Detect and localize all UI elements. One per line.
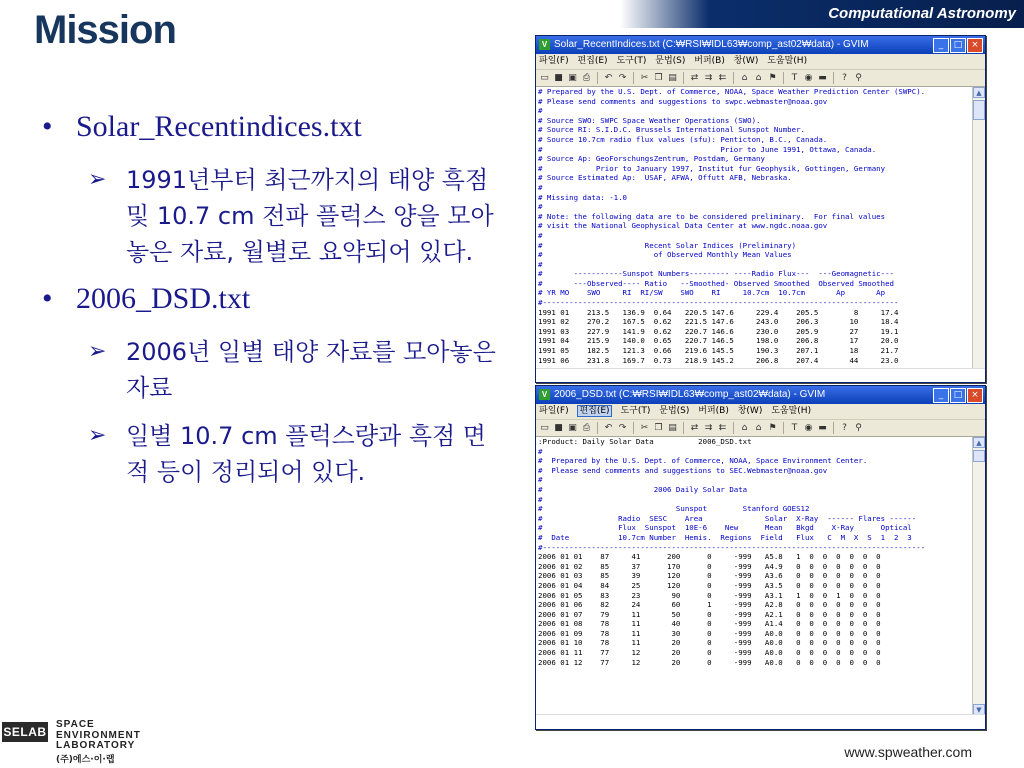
editor-line: # Prepared by the U.S. Dept. of Commerce, NOAA, Space Weather Prediction Center (SWPC).: [538, 87, 926, 96]
arrow-bullet-icon: ➢: [88, 167, 107, 192]
menu-tools[interactable]: 도구(T): [616, 56, 647, 66]
editor-line: # 2006 Daily Solar Data: [538, 484, 748, 494]
open-icon[interactable]: ▭: [540, 72, 549, 83]
editor-line: # Date 10.7cm Number Hemis. Regions Field Flux C M X S 1 2 3: [538, 532, 912, 542]
toolbar-separator: [783, 422, 784, 434]
find-prev-icon[interactable]: ⇇: [718, 422, 727, 433]
editor-line: # Source RI: S.I.D.C. Brussels International Sunspot Number.: [538, 125, 805, 135]
toolbar-separator: [833, 72, 834, 84]
selab-logo: [0, 716, 160, 768]
arrow-bullet-icon: ➢: [88, 423, 107, 448]
footer-url: www.spweather.com: [844, 744, 972, 760]
sub-bullet: [88, 162, 500, 270]
editor-line: # Prior to January 1997, Institut fur Geophysik, Gottingen, Germany: [538, 163, 886, 173]
toolbar-separator: [833, 422, 834, 434]
find-next-icon[interactable]: ⇉: [704, 72, 713, 83]
scroll-up-arrow-icon[interactable]: ▲: [973, 437, 985, 448]
editor-line: 2006 01 11 77 12 20 0 -999 A0.0 0 0 0 0 0 0 0: [538, 648, 881, 658]
editor-line: # Prepared by the U.S. Dept. of Commerce, NOAA, Space Environment Center.: [538, 456, 868, 466]
scroll-up-arrow-icon[interactable]: ▲: [973, 87, 985, 98]
sub-bullet: [88, 418, 500, 490]
editor-line: # Prior to June 1991, Ottawa, Canada.: [538, 144, 877, 154]
editor-line: 2006 01 10 78 11 20 0 -999 A0.0 0 0 0 0 0 0 0: [538, 638, 881, 648]
editor-line: #: [538, 494, 543, 504]
editor-lines: [536, 437, 985, 667]
editor-line: 2006 01 09 78 11 30 0 -999 A0.0 0 0 0 0 0 0 0: [538, 628, 881, 638]
editor-line: # YR MO SWO RI RI/SW SWO RI 10.7cm 10.7cm Ap Ap: [538, 288, 886, 298]
save-icon[interactable]: ■: [554, 422, 563, 433]
window-title: Solar_RecentIndices.txt (C:₩RSI₩IDL63₩comp_ast02₩data) - GVIM: [554, 39, 869, 50]
window-titlebar[interactable]: [536, 386, 985, 404]
menubar: [536, 54, 985, 70]
menu-window[interactable]: 창(W): [737, 406, 763, 416]
logo-badge: SELAB: [2, 722, 48, 742]
vertical-scrollbar[interactable]: [972, 87, 985, 369]
editor-line: #: [538, 106, 543, 116]
editor-line: # of Observed Monthly Mean Values: [538, 250, 792, 260]
minimize-button[interactable]: _: [933, 388, 949, 403]
save-icon[interactable]: ■: [554, 72, 563, 83]
editor-line: #--------------------------------------------------------------------------------: [538, 298, 899, 308]
cut-icon[interactable]: ✂: [640, 422, 649, 433]
toolbar-separator: [633, 72, 634, 84]
status-line: [536, 714, 985, 727]
replace-icon[interactable]: ⇄: [690, 72, 699, 83]
brand-text: Computational Astronomy: [828, 5, 1016, 22]
load-session-icon[interactable]: ⌂: [741, 422, 748, 433]
load-session-icon[interactable]: ⌂: [741, 72, 748, 83]
editor-line: # Source SWO: SWPC Space Weather Operations (SWO).: [538, 115, 761, 125]
run-script-icon[interactable]: ⚑: [768, 72, 777, 83]
save-session-icon[interactable]: ⌂: [755, 72, 762, 83]
undo-icon[interactable]: ↶: [604, 422, 613, 433]
editor-line: #: [538, 259, 543, 269]
toolbar: [536, 70, 985, 87]
editor-line: # Please send comments and suggestions to SEC.Webmaster@noaa.gov: [538, 465, 828, 475]
run-script-icon[interactable]: ⚑: [768, 422, 777, 433]
editor-line: # Missing data: -1.0: [538, 192, 627, 202]
editor-line: 2006 01 05 83 23 90 0 -999 A3.1 1 0 0 1 0 0 0: [538, 590, 881, 600]
editor-line: #: [538, 182, 543, 192]
editor-text-area[interactable]: [536, 437, 985, 727]
help-icon[interactable]: ?: [842, 72, 847, 83]
editor-line: # Sunspot Stanford GOES12: [538, 504, 810, 514]
logo-line: ENVIRONMENT: [56, 729, 141, 741]
menu-syntax[interactable]: 문법(S): [659, 406, 690, 416]
tag-jump-icon[interactable]: ▬: [818, 72, 827, 83]
editor-line: 1991 02 270.2 167.5 0.62 221.5 147.6 243.0 206.3 10 18.4: [538, 317, 899, 327]
window-controls: [933, 38, 983, 53]
sub-bullet-text: 1991년부터 최근까지의 태양 흑점 및 10.7 cm 전파 플럭스 양을 모아놓은 자료, 월별로 요약되어 있다.: [126, 166, 494, 266]
editor-text-area[interactable]: [536, 87, 985, 381]
editor-line: 1991 06 231.8 169.7 0.73 218.9 145.2 206.8 207.4 44 23.0: [538, 355, 899, 365]
editor-line: #--------------------------------------------------------------------------------------: [538, 542, 926, 552]
editor-line: 1991 01 213.5 136.9 0.64 220.5 147.6 229.4 205.5 8 17.4: [538, 307, 899, 317]
bullet-label: Solar_Recentindices.txt: [76, 110, 362, 143]
menu-window[interactable]: 창(W): [733, 56, 759, 66]
editor-line: #: [538, 446, 543, 456]
editor-line: # ---Observed---- Ratio --Smoothed- Observed Smoothed Observed Smoothed: [538, 278, 894, 288]
bullet-dot: •: [42, 282, 53, 315]
editor-line: #: [538, 475, 543, 485]
logo-korean: (주)에스·이·랩: [56, 755, 115, 765]
editor-line: 2006 01 03 85 39 120 0 -999 A3.6 0 0 0 0 0 0 0: [538, 571, 881, 581]
help-icon[interactable]: ?: [842, 422, 847, 433]
editor-line: 1991 04 215.9 140.0 0.65 220.7 146.5 198.0 206.8 17 20.0: [538, 336, 899, 346]
copy-icon[interactable]: ❐: [654, 72, 663, 83]
window-controls: [933, 388, 983, 403]
bullet-item: [40, 282, 500, 316]
logo-line: LABORATORY: [56, 740, 136, 751]
editor-line: 2006 01 02 85 37 170 0 -999 A4.9 0 0 0 0 0 0 0: [538, 561, 881, 571]
save-all-icon[interactable]: ▣: [568, 422, 577, 433]
toolbar-separator: [683, 72, 684, 84]
make-icon[interactable]: T: [791, 422, 798, 433]
vim-icon: V: [539, 39, 550, 50]
toolbar-separator: [597, 72, 598, 84]
redo-icon[interactable]: ↷: [618, 72, 627, 83]
maximize-button[interactable]: □: [950, 38, 966, 53]
toolbar-separator: [597, 422, 598, 434]
scroll-thumb[interactable]: [973, 100, 985, 120]
minimize-button[interactable]: _: [933, 38, 949, 53]
redo-icon[interactable]: ↷: [618, 422, 627, 433]
save-all-icon[interactable]: ▣: [568, 72, 577, 83]
close-button[interactable]: ×: [967, 388, 983, 403]
bullet-dot: •: [42, 110, 53, 143]
brand-bar: [620, 0, 1024, 28]
logo-line: SPACE: [56, 719, 95, 730]
editor-line: # Radio SESC Area Solar X-Ray ------ Flares ------: [538, 513, 917, 523]
maximize-button[interactable]: □: [950, 388, 966, 403]
save-session-icon[interactable]: ⌂: [755, 422, 762, 433]
editor-line: 2006 01 07 79 11 50 0 -999 A2.1 0 0 0 0 0 0 0: [538, 609, 881, 619]
print-icon[interactable]: ⎙: [582, 72, 591, 83]
cut-icon[interactable]: ✂: [640, 72, 649, 83]
editor-line: 2006 01 01 87 41 200 0 -999 A5.8 1 0 0 0 0 0 0: [538, 552, 881, 562]
paste-icon[interactable]: ▤: [668, 422, 677, 433]
toolbar-separator: [783, 72, 784, 84]
menu-tools[interactable]: 도구(T): [620, 406, 651, 416]
bullet-list: [40, 110, 500, 502]
find-help-icon[interactable]: ⚲: [855, 422, 862, 433]
print-icon[interactable]: ⎙: [582, 422, 591, 433]
editor-line: #: [538, 230, 543, 240]
toolbar-separator: [633, 422, 634, 434]
editor-line: #: [538, 202, 543, 212]
close-button[interactable]: ×: [967, 38, 983, 53]
gvim-window-dsd: [535, 385, 986, 730]
editor-line: 1991 05 182.5 121.3 0.66 219.6 145.5 190.3 207.1 18 21.7: [538, 346, 899, 356]
undo-icon[interactable]: ↶: [604, 72, 613, 83]
editor-line: # Source 10.7cm radio flux values (sfu): Penticton, B.C., Canada.: [538, 134, 828, 144]
menu-help[interactable]: 도움말(H): [767, 56, 808, 66]
menu-help[interactable]: 도움말(H): [771, 406, 812, 416]
menubar: [536, 404, 985, 420]
menu-buffers[interactable]: 버퍼(B): [698, 406, 729, 416]
editor-line: # Recent Solar Indices (Preliminary): [538, 240, 797, 250]
toolbar-separator: [733, 422, 734, 434]
vim-icon: V: [539, 389, 550, 400]
sub-bullet-text: 일별 10.7 cm 플럭스량과 흑점 면적 등이 정리되어 있다.: [126, 422, 486, 486]
editor-line: 2006 01 06 82 24 60 1 -999 A2.8 0 0 0 0 0 0 0: [538, 600, 881, 610]
find-next-icon[interactable]: ⇉: [704, 422, 713, 433]
editor-line: 2006 01 08 78 11 40 0 -999 A1.4 0 0 0 0 0 0 0: [538, 619, 881, 629]
menu-syntax[interactable]: 문법(S): [655, 56, 686, 66]
shell-icon[interactable]: ◉: [804, 422, 813, 433]
editor-line: 2006 01 12 77 12 20 0 -999 A0.0 0 0 0 0 0 0 0: [538, 657, 881, 667]
menu-edit[interactable]: 편집(E): [579, 406, 610, 416]
scroll-thumb[interactable]: [973, 450, 985, 462]
menu-file[interactable]: 파일(F): [539, 406, 569, 416]
vertical-scrollbar[interactable]: [972, 437, 985, 715]
editor-line: # Source Ap: GeoForschungsZentrum, Postdam, Germany: [538, 154, 765, 164]
status-line: [536, 368, 985, 381]
sub-bullet: [88, 334, 500, 406]
window-titlebar[interactable]: [536, 36, 985, 54]
menu-buffers[interactable]: 버퍼(B): [694, 56, 725, 66]
editor-line: 2006 01 04 84 25 120 0 -999 A3.5 0 0 0 0 0 0 0: [538, 580, 881, 590]
toolbar: [536, 420, 985, 437]
make-icon[interactable]: T: [791, 72, 798, 83]
editor-lines: [536, 87, 985, 365]
toolbar-separator: [683, 422, 684, 434]
bullet-item: [40, 110, 500, 144]
copy-icon[interactable]: ❐: [654, 422, 663, 433]
arrow-bullet-icon: ➢: [88, 339, 107, 364]
tag-jump-icon[interactable]: ▬: [818, 422, 827, 433]
editor-line: :Product: Daily Solar Data 2006_DSD.txt: [538, 437, 752, 446]
open-icon[interactable]: ▭: [540, 422, 549, 433]
editor-line: # visit the National Geophysical Data Center at www.ngdc.noaa.gov: [538, 221, 828, 231]
gvim-window-recent-indices: [535, 35, 986, 383]
menu-edit[interactable]: 편집(E): [577, 56, 608, 66]
shell-icon[interactable]: ◉: [804, 72, 813, 83]
paste-icon[interactable]: ▤: [668, 72, 677, 83]
scroll-down-arrow-icon[interactable]: ▼: [973, 704, 985, 715]
sub-bullet-text: 2006년 일별 태양 자료를 모아놓은 자료: [126, 338, 496, 402]
window-title: 2006_DSD.txt (C:₩RSI₩IDL63₩comp_ast02₩data) - GVIM: [554, 389, 826, 400]
bullet-label: 2006_DSD.txt: [76, 282, 251, 315]
toolbar-separator: [733, 72, 734, 84]
editor-line: # Note: the following data are to be considered preliminary. For final values: [538, 211, 886, 221]
editor-line: # Please send comments and suggestions to swpc.webmaster@noaa.gov: [538, 96, 828, 106]
editor-line: # Source Estimated Ap: USAF, AFWA, Offutt AFB, Nebraska.: [538, 173, 792, 183]
editor-line: 1991 03 227.9 141.9 0.62 220.7 146.6 230.0 205.9 27 19.1: [538, 326, 899, 336]
find-prev-icon[interactable]: ⇇: [718, 72, 727, 83]
replace-icon[interactable]: ⇄: [690, 422, 699, 433]
find-help-icon[interactable]: ⚲: [855, 72, 862, 83]
menu-file[interactable]: 파일(F): [539, 56, 569, 66]
slide-title: Mission: [34, 8, 176, 52]
logo-lines: [56, 720, 141, 752]
editor-line: # -----------Sunspot Numbers--------- ----Radio Flux--- ---Geomagnetic---: [538, 269, 894, 279]
editor-line: # Flux Sunspot 10E-6 New Mean Bkgd X-Ray Optical: [538, 523, 912, 533]
